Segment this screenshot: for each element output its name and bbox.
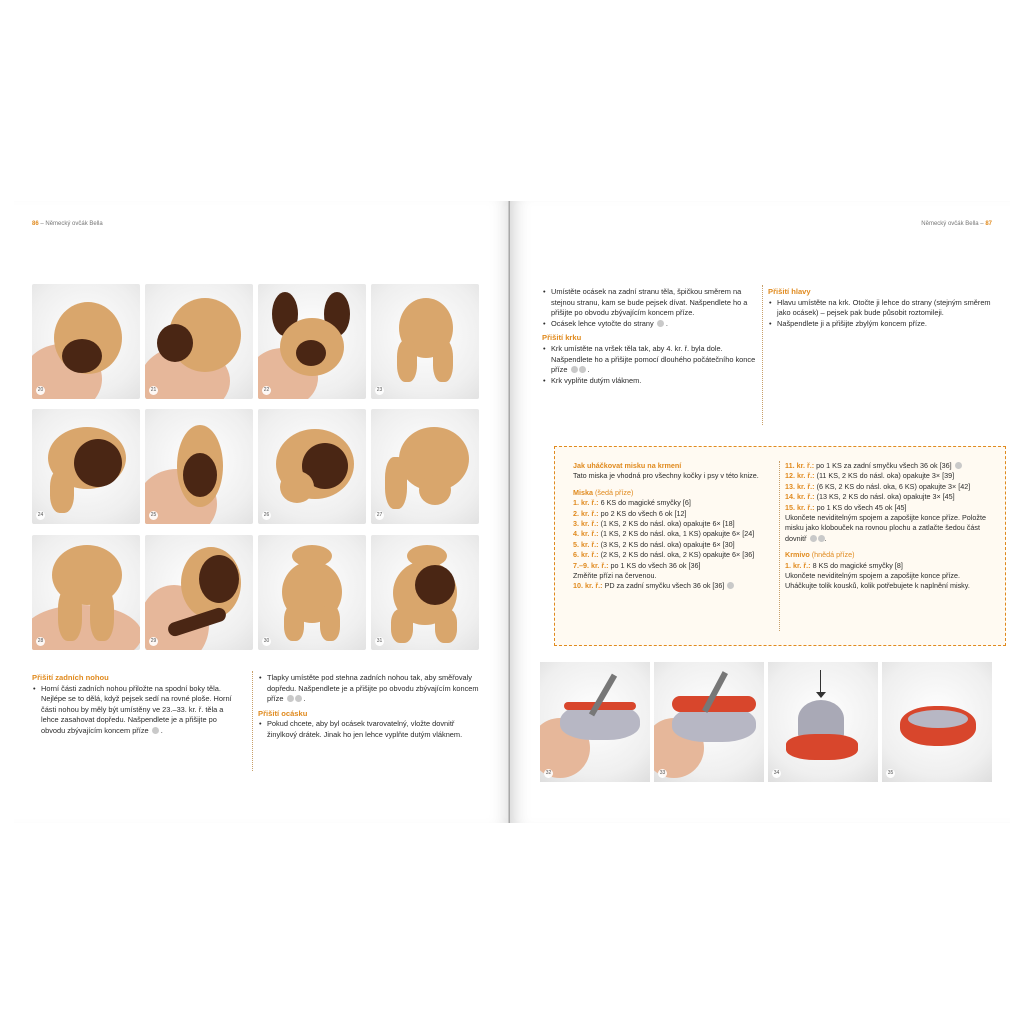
pattern-row: 3. kr. ř.: (1 KS, 2 KS do násl. oka) opakujte 6× [18]: [573, 519, 735, 529]
photo-ref-icon: [287, 695, 294, 702]
pattern-row: 14. kr. ř.: (13 KS, 2 KS do násl. oka) opakujte 3× [45]: [785, 492, 955, 502]
instruction-bullet: • Tlapky umístěte pod stehna zadních nohou tak, aby směřovaly dopředu. Našpendlete je a přišijte po obvodu zbývajícím koncem příze .: [258, 673, 486, 705]
step-photo: 30: [258, 535, 366, 650]
heading-prisiti-zadnich-nohou: Přišití zadních nohou: [32, 673, 109, 682]
step-photo: 28: [32, 535, 140, 650]
box-intro: Tato miska je vhodná pro všechny kočky i psy v této knize.: [573, 471, 759, 481]
photo-ref-icon: [818, 535, 825, 542]
instruction-bullet: • Ocásek lehce vytočte do strany .: [542, 319, 758, 330]
left-col-1: [32, 673, 240, 737]
pattern-row: 4. kr. ř.: (1 KS, 2 KS do násl. oka, 1 KS) opakujte 6× [24]: [573, 529, 755, 539]
instruction-bullet: • Pokud chcete, aby byl ocásek tvarovatelný, vložte dovnitř žinylkový drátek. Jinak ho jen lehce vyplňte dutým vláknem.: [258, 719, 486, 740]
krmivo-label: Krmivo (hnědá příze): [785, 550, 855, 560]
box-divider: [779, 461, 780, 631]
photo-ref-icon: [152, 727, 159, 734]
step-photo: 31: [371, 535, 479, 650]
box-col-left: [573, 461, 779, 592]
left-page-number: 86: [32, 221, 39, 227]
miska-label: Miska (šedá příze): [573, 487, 634, 497]
pattern-row: 7.–9. kr. ř.: po 1 KS do všech 36 ok [36]: [573, 560, 701, 570]
pattern-row: Ukončete neviditelným spojem a zapošijte konce příze. Položte misku jako klobouček na rovnou plochu a zatlačte šedou část dovnitř .: [785, 513, 986, 543]
pattern-row: 1. kr. ř.: 8 KS do magické smyčky [8]: [785, 560, 903, 570]
step-photo: 34: [768, 662, 878, 782]
box-col-right: [785, 461, 991, 592]
instruction-bullet: • Našpendlete ji a přišijte zbylým koncem příze.: [768, 319, 992, 330]
pattern-row: 11. kr. ř.: po 1 KS za zadní smyčku všech 36 ok [36]: [785, 461, 991, 471]
instruction-bullet: • Krk umístěte na vršek těla tak, aby 4. kr. ř. byla dole. Našpendlete ho a přišijte pomocí dlouhého počátečního konce příze .: [542, 344, 758, 376]
step-photo: 23: [371, 284, 479, 399]
pattern-row: 1. kr. ř.: 6 KS do magické smyčky [6]: [573, 498, 691, 508]
column-divider: [762, 285, 763, 425]
pattern-row: 2. kr. ř.: po 2 KS do všech 6 ok [12]: [573, 508, 687, 518]
step-photo: 21: [145, 284, 253, 399]
left-col-2: [258, 673, 486, 741]
pattern-row: Změňte přízi na červenou.: [573, 571, 657, 581]
heading-prisiti-krku: Přišití krku: [542, 333, 582, 343]
left-header-title: Německý ovčák Bella: [45, 221, 103, 227]
step-photo: 33: [654, 662, 764, 782]
step-photo: 26: [258, 409, 366, 524]
photo-ref-icon: [727, 582, 734, 589]
pattern-row: 12. kr. ř.: (11 KS, 2 KS do násl. oka) opakujte 3× [39]: [785, 471, 955, 481]
left-page: [14, 201, 510, 823]
book-spread: [14, 201, 1010, 823]
pattern-row: 15. kr. ř.: po 1 KS do všech 45 ok [45]: [785, 502, 907, 512]
right-page-number: 87: [985, 221, 992, 227]
pattern-row: 5. kr. ř.: (3 KS, 2 KS do násl. oka) opakujte 6× [30]: [573, 539, 735, 549]
instruction-bullet: • Horní části zadních nohou přiložte na spodní boky těla. Nejlépe se to dělá, když pejsek sedí na rovné ploše. Horní části nohou by měly být umístěny ve 23.–33. kr. ř. těla a lehce zasahovat dopředu. Našpendlete je a přišijte po obvodu zbývajícím koncem příze .: [32, 684, 240, 737]
column-divider: [252, 671, 253, 771]
right-col-1: [542, 287, 758, 386]
heading-prisiti-hlavy: Přišití hlavy: [768, 287, 811, 296]
instruction-bullet: • Umístěte ocásek na zadní stranu těla, špičkou směrem na stejnou stranu, kam se bude pejsek dívat. Našpendlete ho a přišijte po obvodu zbývajícím koncem příze.: [542, 287, 758, 319]
pattern-row: 10. kr. ř.: PD za zadní smyčku všech 36 ok [36]: [573, 581, 779, 591]
step-photo: 20: [32, 284, 140, 399]
step-photo: 29: [145, 535, 253, 650]
right-page: [510, 201, 1010, 823]
step-photo: 24: [32, 409, 140, 524]
instruction-bullet: • Krk vyplňte dutým vláknem.: [542, 376, 758, 387]
photo-ref-icon: [955, 462, 962, 469]
heading-prisiti-ocasku: Přišití ocásku: [258, 708, 308, 718]
step-photo: 25: [145, 409, 253, 524]
photo-ref-icon: [579, 366, 586, 373]
instruction-bullet: • Hlavu umístěte na krk. Otočte ji lehce do strany (stejným směrem jako ocásek) – pejsek pak bude působit roztomileji.: [768, 298, 992, 319]
photo-ref-icon: [295, 695, 302, 702]
pattern-row: 13. kr. ř.: (6 KS, 2 KS do násl. oka, 6 KS) opakujte 3× [42]: [785, 481, 971, 491]
step-photo: 27: [371, 409, 479, 524]
left-running-header: 86 – Německý ovčák Bella: [32, 221, 103, 227]
pattern-row: Ukončete neviditelným spojem a zapošijte konce příze. Uháčkujte tolik kousků, kolik potřebujete k naplnění misky.: [785, 571, 970, 591]
step-photo: 32: [540, 662, 650, 782]
bowl-pattern-box: [554, 446, 1006, 646]
step-photo: 22: [258, 284, 366, 399]
photo-ref-icon: [810, 535, 817, 542]
photo-ref-icon: [571, 366, 578, 373]
box-title: Jak uháčkovat misku na krmení: [573, 461, 682, 470]
step-photo: 35: [882, 662, 992, 782]
right-header-title: Německý ovčák Bella: [921, 221, 979, 227]
pattern-row: 6. kr. ř.: (2 KS, 2 KS do násl. oka, 2 KS) opakujte 6× [36]: [573, 550, 755, 560]
right-col-2: [768, 287, 992, 329]
right-running-header: Německý ovčák Bella – 87: [921, 221, 992, 227]
photo-ref-icon: [657, 320, 664, 327]
